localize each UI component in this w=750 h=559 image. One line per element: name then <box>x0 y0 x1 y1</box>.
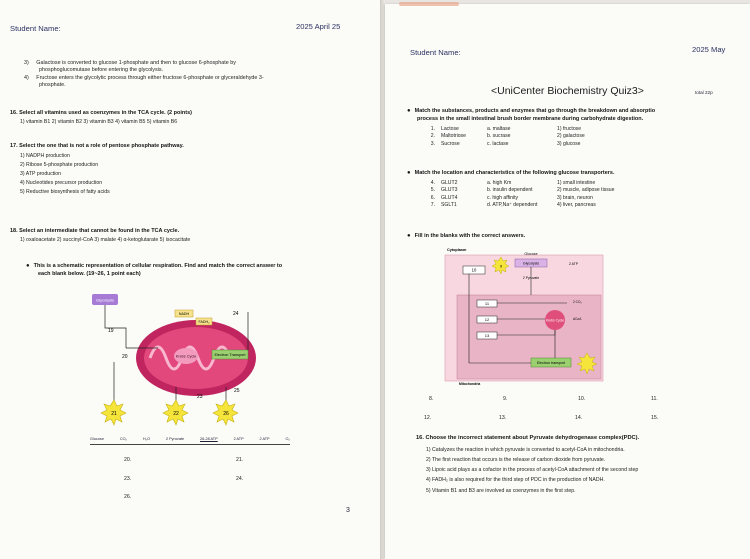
answer-21: 21. <box>236 457 244 463</box>
question-options <box>20 152 370 197</box>
blank-23: 23 <box>197 394 203 400</box>
blank-13-label: 13 <box>484 333 490 338</box>
option-5: 5) Vitamin B1 and B3 are involved as coenzymes in the first step. <box>426 487 576 494</box>
bullet-icon: ● <box>407 170 411 176</box>
option-3: 3) Lipoic acid plays as a cofactor in the process of acetyl-CoA attachment of the second step <box>426 467 639 474</box>
blank-12: 12. <box>424 415 432 421</box>
fill-blank-answers <box>385 4 750 424</box>
option-4: 4) FADH₂ is also required for the third step of PDC in the production of NADH. <box>426 477 605 484</box>
question-19-26 <box>26 263 356 277</box>
blank-11: 11. <box>651 396 658 402</box>
question-18 <box>10 228 370 244</box>
bullet-icon: ● <box>407 108 411 114</box>
question-line: This is a schematic representation of cellular respiration. Find and match the correct answer to <box>33 263 283 269</box>
blank-9-label: 9 <box>499 263 503 269</box>
question-line: each blank below. (19~26, 1 point each) <box>38 271 141 277</box>
option-text: phosphate. <box>39 81 66 88</box>
divider-line <box>90 444 290 445</box>
cytoplasm-label: Cytoplasm <box>447 248 467 252</box>
krebs-label: Krebs Cycle <box>545 318 565 323</box>
answer-26: 26. <box>124 494 132 500</box>
word-bank-item: H₂O <box>142 437 151 441</box>
total-points: total 22p <box>695 90 713 95</box>
question-16-right <box>416 435 748 496</box>
blank-19: 19 <box>108 328 114 334</box>
previous-question-options <box>24 60 364 89</box>
glycolysis-label: Glycolysis <box>95 297 115 303</box>
table-row: 1. Lactose a. maltase 1) fructose <box>430 126 582 132</box>
word-bank-item: O₂ <box>285 437 290 441</box>
option-5: 5) Reductive biosynthesis of fatty acids <box>20 189 110 196</box>
answer-23: 23. <box>124 476 132 482</box>
fadh-label: FADH₂ <box>198 320 210 324</box>
word-bank-item: 2 ATP <box>259 437 270 441</box>
word-bank-item: 26-28 ATP <box>200 437 218 441</box>
answer-20: 20. <box>124 457 132 463</box>
word-bank-item: Glucose <box>90 437 104 441</box>
question-head: 17. Select the one that is not a role of pentose phosphate pathway. <box>10 143 184 149</box>
question-head: 18. Select an intermediate that cannot be found in the TCA cycle. <box>10 228 180 234</box>
option-text: Galactose is converted to glucose 1-phosphate and then to glucose 6-phosphate by <box>36 60 236 66</box>
pyruvate-label: 2 Pyruvate <box>522 276 540 280</box>
option-number: 4) <box>24 74 29 81</box>
mitochondria-label: Mitochondria <box>459 382 481 386</box>
blank-15: 15. <box>651 415 659 421</box>
section-line: process in the small intestinal brush border membrane during carbohydrate digestion. <box>417 116 644 122</box>
starburst-26 <box>213 400 238 425</box>
question-head: 16. Select all vitamins used as coenzymes in the TCA cycle. (2 points) <box>10 110 192 116</box>
option-number: 3) <box>24 60 29 66</box>
bullet-icon: ● <box>407 233 411 239</box>
blank-21: 21 <box>111 411 117 417</box>
option-text: Fructose enters the glycolytic process through either fructose 6-phosphate or glyceraldehyde 3- <box>36 74 264 81</box>
blank-24: 24 <box>233 311 239 317</box>
table-row: 4. GLUT2 a. high Km 1) small intestine <box>430 180 596 186</box>
blank-10-label: 10 <box>471 267 477 273</box>
glycolysis-label: Glycolysis <box>522 261 540 266</box>
question-17 <box>10 143 370 197</box>
blank-26: 26 <box>223 411 229 417</box>
word-bank-item: 2 Pyruvate <box>165 437 185 441</box>
question-head: 16. Choose the incorrect statement about Pyruvate dehydrogenase complex(PDC). <box>416 435 640 441</box>
starburst-22 <box>163 400 188 425</box>
section-line: Fill in the blanks with the correct answers. <box>414 233 526 239</box>
co2-label: 2 CO₂ <box>573 300 582 304</box>
atp-label: 2 ATP <box>569 262 578 266</box>
section-line: Match the substances, products and enzymes that go through the breakdown and absorptio <box>414 108 656 114</box>
starburst-21 <box>101 400 126 425</box>
blank-22: 22 <box>173 411 179 417</box>
student-name-label: Student Name: <box>410 48 461 57</box>
blank-25: 25 <box>234 388 240 394</box>
question-options: 1) oxaloacetate 2) succinyl-CoA 3) malate 4) α-ketoglutarate 5) isocacitate <box>20 237 191 243</box>
nadh-label: NADH <box>178 312 190 316</box>
exam-date: 2025 May <box>692 45 726 54</box>
table-row: 7. SGLT1 d. ATP,Na⁺ dependent 4) liver, pancreas <box>430 202 596 209</box>
student-name-label: Student Name: <box>10 24 61 33</box>
electron-transport-label: Electron Transport <box>214 353 246 357</box>
table-row: 2. Maltotriose b. sucrase 2) galactose <box>430 133 585 140</box>
right-exam-page <box>385 4 750 559</box>
word-bank-item: 2 ATP <box>233 437 244 441</box>
cellular-respiration-diagram <box>88 292 278 432</box>
blank-20: 20 <box>122 354 128 360</box>
blank-14: 14. <box>575 415 583 421</box>
option-1: 1) NADPH production <box>20 153 70 159</box>
glucose-label: Glucose <box>524 252 538 256</box>
blank-13: 13. <box>499 415 507 421</box>
bullet-icon: ● <box>26 263 30 269</box>
word-bank-item: CO₂ <box>119 437 127 441</box>
option-3: 3) ATP production <box>20 171 62 178</box>
flow-line <box>105 305 126 348</box>
blank-12-label: 12 <box>484 317 490 322</box>
question-16-left <box>10 110 370 126</box>
section-line: Match the location and characteristics of the following glucose transporters. <box>414 170 615 176</box>
option-text: phosphoglucomutase before entering the glycolysis. <box>39 67 164 74</box>
quiz-title: <UniCenter Biochemistry Quiz3> <box>491 85 644 97</box>
blank-11-label: 11 <box>484 301 490 306</box>
option-2: 2) The first reaction that occurs is the release of carbon dioxide from pyruvate. <box>426 457 606 464</box>
blank-8: 8. <box>429 396 434 402</box>
table-row: 6. GLUT4 c. high affinity 3) brain, neuron <box>430 194 593 201</box>
acoa-label: ACoA <box>573 317 582 321</box>
page-number: 3 <box>346 507 350 514</box>
table-row: 3. Sucrose c. lactase 3) glucose <box>430 140 581 147</box>
table-row: 5. GLUT3 b. insulin dependent 2) muscle, adipose tissue <box>430 187 615 194</box>
exam-date: 2025 April 25 <box>296 22 341 31</box>
krebs-label: Krebs Cycle <box>175 354 197 359</box>
blank-9: 9. <box>503 396 508 402</box>
blank-10: 10. <box>578 396 586 402</box>
answer-24: 24. <box>236 476 244 482</box>
option-2: 2) Ribose 5-phosphate production <box>20 162 99 169</box>
option-1: 1) Catalyzes the reaction in which pyruvate is converted to acetyl-CoA in mitochondria. <box>426 447 625 453</box>
question-options <box>426 445 748 496</box>
answer-word-bank <box>90 437 290 441</box>
electron-transport-label: Electron transport <box>536 361 566 365</box>
question-options: 1) vitamin B1 2) vitamin B2 3) vitamin B3 4) vitamin B5 5) vitamin B6 <box>20 119 178 125</box>
option-4: 4) Nucleotides precursor production <box>20 180 103 187</box>
